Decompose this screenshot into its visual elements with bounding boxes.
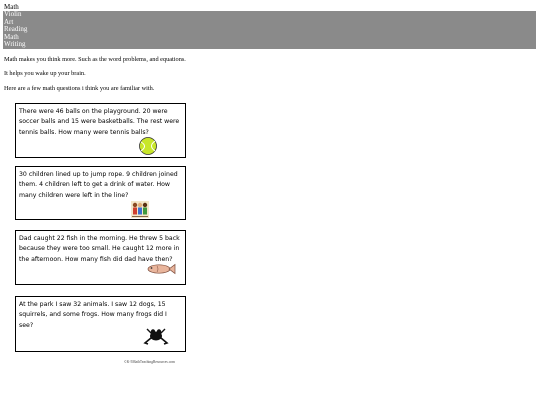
- fish-icon: [146, 263, 176, 275]
- nav-item-reading[interactable]: Reading: [4, 25, 28, 34]
- footer-credit: ©K-5MathTeachingResources.com: [124, 360, 175, 364]
- problem-card-1: [15, 103, 186, 158]
- nav-item-writing[interactable]: Writing: [4, 40, 26, 49]
- problem-text: At the park I saw 32 animals. I saw 12 dogs, 15 squirrels, and some frogs. How many frogs did I see?: [19, 301, 167, 329]
- intro-paragraph-3: Here are a few math questions i think you are familiar with.: [4, 85, 155, 92]
- nav-bar: [3, 11, 536, 49]
- page-title: Math: [4, 3, 19, 11]
- nav-item-math[interactable]: Math: [4, 32, 19, 41]
- frog-icon: [143, 325, 169, 347]
- problem-text: 30 children lined up to jump rope. 9 children joined them. 4 children left to get a drink of water. How many children were left in the line?: [19, 171, 178, 199]
- nav-item-art[interactable]: Art: [4, 17, 14, 26]
- problem-card-3: [15, 230, 186, 285]
- children-icon: [131, 201, 149, 218]
- problem-text: Dad caught 22 fish in the morning. He threw 5 back because they were too small. He caught 12 more in the afternoon. How many fish did dad have then?: [19, 235, 180, 263]
- tennis-ball-icon: [138, 136, 158, 156]
- intro-paragraph-1: Math makes you think more. Such as the word problems, and equations.: [4, 56, 186, 63]
- nav-item-violin[interactable]: Violin: [4, 10, 22, 18]
- problem-card-2: [15, 166, 186, 220]
- problem-card-4: [15, 296, 186, 352]
- intro-paragraph-2: It helps you wake up your brain.: [4, 70, 86, 77]
- problem-text: There were 46 balls on the playground. 20 were soccer balls and 15 were basketballs. The rest were tennis balls. How many were tennis balls?: [19, 108, 180, 136]
